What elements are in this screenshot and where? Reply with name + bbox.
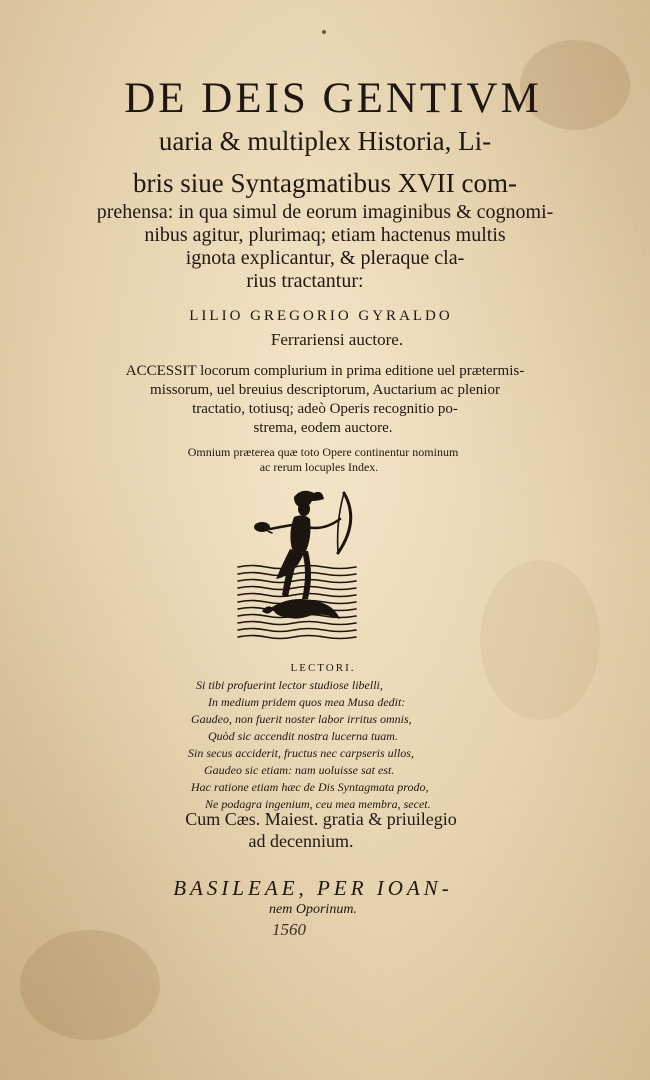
index-note-line: ac rerum locuples Index.	[259, 460, 379, 474]
verse-line: Gaudeo, non fuerit noster labor irritus omnis,	[191, 712, 412, 726]
verse-line: Gaudeo sic etiam: nam uoluisse sat est.	[204, 763, 395, 777]
imprint-place: BASILEAE, PER IOAN-	[173, 876, 453, 900]
accessit-line: ACCESSIT locorum complurium in prima editione uel prætermis-	[125, 363, 525, 379]
privilege-line: ad decennium.	[248, 831, 354, 851]
verse-line: Ne podagra ingenium, ceu mea membra, secet.	[205, 797, 431, 811]
title-line-3: bris siue Syntagmatibus XVII com-	[133, 168, 517, 198]
author-origin: Ferrariensi auctore.	[270, 330, 404, 349]
ink-speck	[322, 30, 326, 34]
verse-line: Si tibi profuerint lector studiose libelli,	[196, 678, 383, 692]
accessit-line: missorum, uel breuius descriptorum, Auctarium ac plenior	[150, 382, 500, 398]
subtitle-line: rius tractantur:	[246, 270, 364, 292]
stain	[20, 930, 160, 1040]
privilege-line: Cum Cæs. Maiest. gratia & priuilegio	[185, 809, 457, 829]
handwritten-year: 1560	[272, 920, 306, 939]
subtitle-line: ignota explicantur, & pleraque cla-	[185, 247, 465, 269]
verse-line: Sin secus acciderit, fructus nec carpseris ullos,	[188, 746, 414, 760]
title-line-1: DE DEIS GENTIVM	[124, 75, 542, 122]
verse-line: Quòd sic accendit nostra lucerna tuam.	[208, 729, 398, 743]
title-line-2: uaria & multiplex Historia, Li-	[158, 126, 492, 156]
imprint-printer: nem Oporinum.	[269, 902, 357, 917]
stain	[480, 560, 600, 720]
author-name: LILIO GREGORIO GYRALDO	[189, 308, 453, 324]
accessit-line: strema, eodem auctore.	[253, 420, 393, 436]
subtitle-line: nibus agitur, plurimaq; etiam hactenus multis	[144, 224, 506, 246]
subtitle-line: prehensa: in qua simul de eorum imaginibus & cognomi-	[96, 201, 554, 223]
accessit-line: tractatio, totiusq; adeò Operis recognitio po-	[192, 401, 458, 417]
verse-line: Hac ratione etiam hæc de Dis Syntagmata prodo,	[191, 780, 429, 794]
index-note-line: Omnium præterea quæ toto Opere continentur nominum	[187, 445, 459, 459]
lectori-heading: LECTORI.	[290, 662, 356, 674]
woodcut-figure-icon	[232, 487, 362, 644]
verse-line: In medium pridem quos mea Musa dedit:	[208, 695, 406, 709]
